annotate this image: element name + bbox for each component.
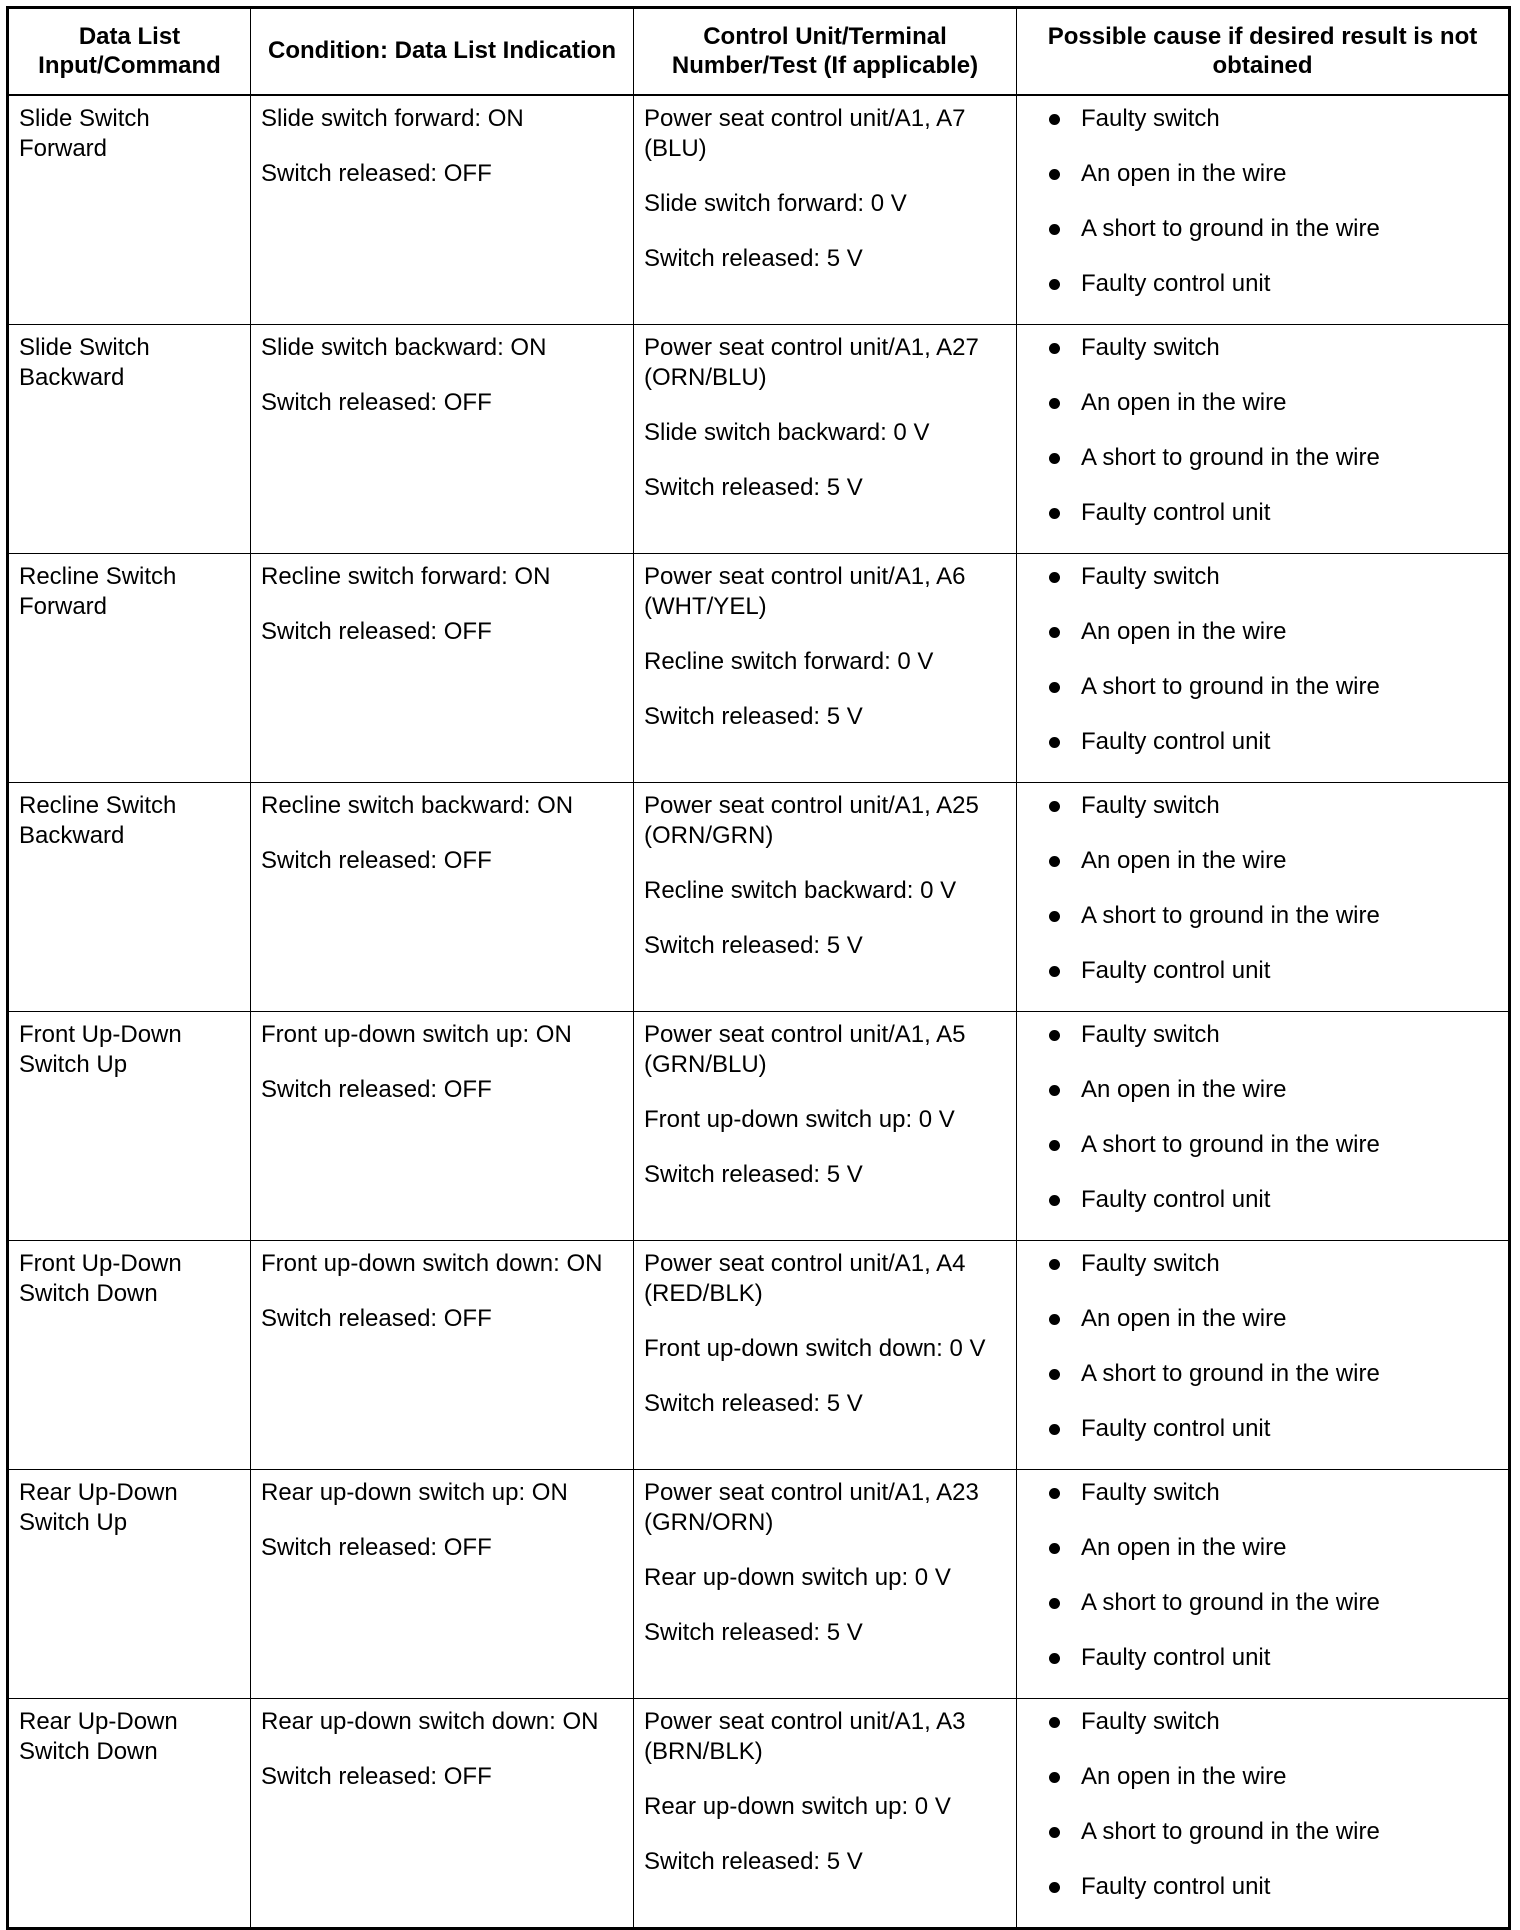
test-off-voltage: Switch released: 5 V [644, 474, 863, 501]
cause-item: An open in the wire [1049, 388, 1498, 418]
test-off-voltage: Switch released: 5 V [644, 1161, 863, 1188]
input-cell [8, 95, 251, 325]
cause-list [1027, 1707, 1498, 1902]
header-row [8, 8, 1510, 96]
cause-item: Faulty control unit [1049, 498, 1498, 528]
input-cell [8, 1470, 251, 1699]
cause-list [1027, 562, 1498, 757]
cause-cell [1017, 325, 1510, 554]
cause-item: Faulty control unit [1049, 727, 1498, 757]
input-command: Rear Up-Down Switch Down [19, 1708, 178, 1765]
cause-item: Faulty switch [1049, 104, 1498, 134]
input-command: Rear Up-Down Switch Up [19, 1479, 178, 1536]
condition-on: Recline switch backward: ON [261, 792, 574, 819]
condition-off: Switch released: OFF [261, 618, 492, 645]
condition-cell [251, 1241, 634, 1470]
cause-item: Faulty switch [1049, 333, 1498, 363]
input-command: Front Up-Down Switch Down [19, 1250, 182, 1307]
input-cell [8, 554, 251, 783]
condition-cell [251, 1012, 634, 1241]
cause-item: A short to ground in the wire [1049, 672, 1498, 702]
condition-cell [251, 1470, 634, 1699]
cause-list [1027, 1249, 1498, 1444]
terminal-cell [634, 554, 1017, 783]
test-off-voltage: Switch released: 5 V [644, 1848, 863, 1875]
table-row [8, 783, 1510, 1012]
cause-item: An open in the wire [1049, 1533, 1498, 1563]
terminal-location: Power seat control unit/A1, A23 (GRN/ORN) [644, 1479, 979, 1536]
table-row [8, 325, 1510, 554]
cause-item: Faulty control unit [1049, 956, 1498, 986]
cause-item: A short to ground in the wire [1049, 901, 1498, 931]
condition-on: Front up-down switch down: ON [261, 1250, 603, 1277]
cause-item: An open in the wire [1049, 159, 1498, 189]
input-command: Slide Switch Forward [19, 105, 150, 162]
condition-cell [251, 95, 634, 325]
cause-list [1027, 1020, 1498, 1215]
condition-cell [251, 554, 634, 783]
cause-list [1027, 1478, 1498, 1673]
cause-item: A short to ground in the wire [1049, 1817, 1498, 1847]
cause-cell [1017, 95, 1510, 325]
condition-off: Switch released: OFF [261, 1534, 492, 1561]
test-off-voltage: Switch released: 5 V [644, 932, 863, 959]
cause-item: An open in the wire [1049, 1304, 1498, 1334]
condition-on: Recline switch forward: ON [261, 563, 551, 590]
cause-cell [1017, 1241, 1510, 1470]
terminal-location: Power seat control unit/A1, A25 (ORN/GRN) [644, 792, 979, 849]
cause-list [1027, 104, 1498, 299]
input-cell [8, 783, 251, 1012]
test-on-voltage: Slide switch forward: 0 V [644, 190, 907, 217]
condition-cell [251, 325, 634, 554]
input-command: Slide Switch Backward [19, 334, 150, 391]
condition-cell [251, 1699, 634, 1929]
cause-cell [1017, 554, 1510, 783]
condition-off: Switch released: OFF [261, 389, 492, 416]
terminal-cell [634, 1470, 1017, 1699]
condition-on: Slide switch backward: ON [261, 334, 547, 361]
table-row [8, 1241, 1510, 1470]
terminal-cell [634, 325, 1017, 554]
terminal-location: Power seat control unit/A1, A7 (BLU) [644, 105, 966, 162]
terminal-location: Power seat control unit/A1, A27 (ORN/BLU) [644, 334, 979, 391]
terminal-cell [634, 95, 1017, 325]
input-command: Recline Switch Backward [19, 792, 177, 849]
condition-on: Front up-down switch up: ON [261, 1021, 572, 1048]
cause-item: A short to ground in the wire [1049, 1588, 1498, 1618]
terminal-cell [634, 783, 1017, 1012]
cause-item: An open in the wire [1049, 1075, 1498, 1105]
input-cell [8, 1699, 251, 1929]
header-control-unit-terminal: Control Unit/Terminal Number/Test (If applicable) [634, 8, 1017, 96]
table-body [8, 95, 1510, 1929]
cause-item: Faulty switch [1049, 1707, 1498, 1737]
cause-item: Faulty switch [1049, 1020, 1498, 1050]
cause-item: Faulty switch [1049, 1478, 1498, 1508]
cause-list [1027, 333, 1498, 528]
condition-cell [251, 783, 634, 1012]
test-off-voltage: Switch released: 5 V [644, 1390, 863, 1417]
table-row [8, 95, 1510, 325]
terminal-location: Power seat control unit/A1, A3 (BRN/BLK) [644, 1708, 966, 1765]
cause-item: A short to ground in the wire [1049, 443, 1498, 473]
condition-off: Switch released: OFF [261, 160, 492, 187]
terminal-cell [634, 1012, 1017, 1241]
condition-off: Switch released: OFF [261, 1305, 492, 1332]
terminal-location: Power seat control unit/A1, A6 (WHT/YEL) [644, 563, 966, 620]
terminal-location: Power seat control unit/A1, A4 (RED/BLK) [644, 1250, 966, 1307]
cause-item: A short to ground in the wire [1049, 214, 1498, 244]
terminal-cell [634, 1699, 1017, 1929]
diagnostic-table [6, 6, 1511, 1930]
condition-off: Switch released: OFF [261, 1763, 492, 1790]
input-cell [8, 1012, 251, 1241]
condition-on: Rear up-down switch down: ON [261, 1708, 599, 1735]
cause-list [1027, 791, 1498, 986]
table-row [8, 1699, 1510, 1929]
test-on-voltage: Slide switch backward: 0 V [644, 419, 930, 446]
terminal-location: Power seat control unit/A1, A5 (GRN/BLU) [644, 1021, 966, 1078]
test-on-voltage: Front up-down switch up: 0 V [644, 1106, 955, 1133]
cause-cell [1017, 1470, 1510, 1699]
cause-item: An open in the wire [1049, 617, 1498, 647]
table-header [8, 8, 1510, 96]
cause-item: Faulty control unit [1049, 1872, 1498, 1902]
cause-cell [1017, 1699, 1510, 1929]
cause-item: Faulty switch [1049, 791, 1498, 821]
cause-item: A short to ground in the wire [1049, 1359, 1498, 1389]
input-cell [8, 1241, 251, 1470]
cause-item: Faulty control unit [1049, 1414, 1498, 1444]
cause-item: Faulty switch [1049, 1249, 1498, 1279]
input-command: Recline Switch Forward [19, 563, 177, 620]
table-row [8, 554, 1510, 783]
cause-cell [1017, 783, 1510, 1012]
cause-item: An open in the wire [1049, 846, 1498, 876]
cause-cell [1017, 1012, 1510, 1241]
condition-on: Slide switch forward: ON [261, 105, 524, 132]
table-row [8, 1470, 1510, 1699]
test-on-voltage: Front up-down switch down: 0 V [644, 1335, 986, 1362]
condition-on: Rear up-down switch up: ON [261, 1479, 568, 1506]
test-off-voltage: Switch released: 5 V [644, 1619, 863, 1646]
terminal-cell [634, 1241, 1017, 1470]
condition-off: Switch released: OFF [261, 847, 492, 874]
test-on-voltage: Recline switch forward: 0 V [644, 648, 934, 675]
header-condition: Condition: Data List Indication [251, 8, 634, 96]
cause-item: A short to ground in the wire [1049, 1130, 1498, 1160]
condition-off: Switch released: OFF [261, 1076, 492, 1103]
input-command: Front Up-Down Switch Up [19, 1021, 182, 1078]
cause-item: An open in the wire [1049, 1762, 1498, 1792]
test-on-voltage: Recline switch backward: 0 V [644, 877, 957, 904]
test-off-voltage: Switch released: 5 V [644, 245, 863, 272]
cause-item: Faulty control unit [1049, 1185, 1498, 1215]
test-on-voltage: Rear up-down switch up: 0 V [644, 1793, 951, 1820]
input-cell [8, 325, 251, 554]
table-row [8, 1012, 1510, 1241]
cause-item: Faulty switch [1049, 562, 1498, 592]
test-on-voltage: Rear up-down switch up: 0 V [644, 1564, 951, 1591]
cause-item: Faulty control unit [1049, 1643, 1498, 1673]
header-data-list-input: Data List Input/Command [8, 8, 251, 96]
test-off-voltage: Switch released: 5 V [644, 703, 863, 730]
cause-item: Faulty control unit [1049, 269, 1498, 299]
header-possible-cause: Possible cause if desired result is not obtained [1017, 8, 1510, 96]
